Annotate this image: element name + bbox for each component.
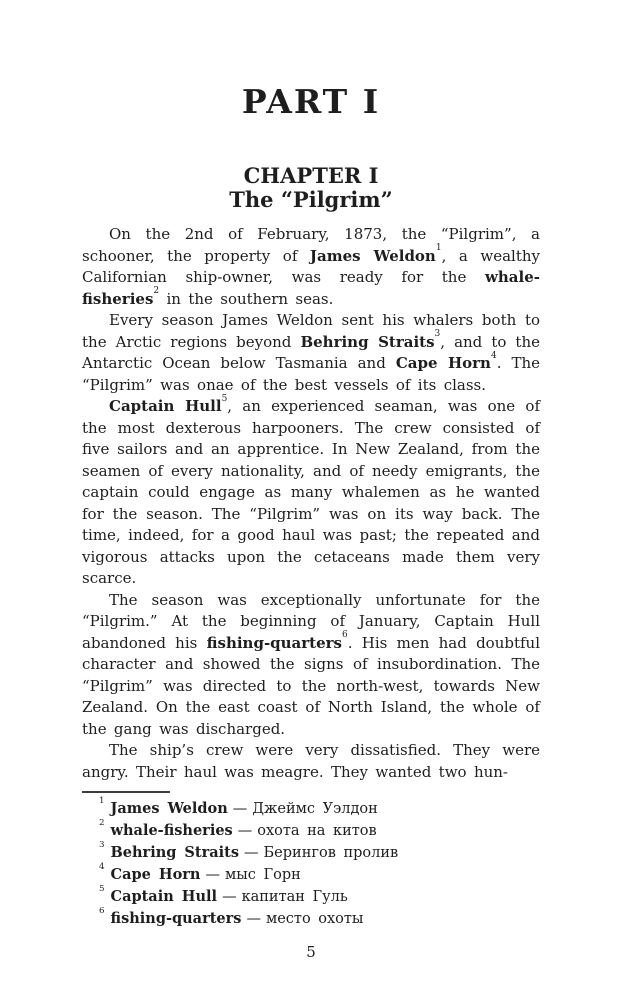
page-number: 5 [306,943,316,961]
footnote-item [82,864,540,886]
bold-term: whale-fisheries [82,268,540,308]
footnote-dash: — [222,889,237,905]
paragraph: The season was exceptionally unfortunate for the “Pilgrim.” At the beginning of January, Captain Hull abandoned his fishing-quarters$^6$. His men had doubtful character and showed the signs of insubordination. The “Pilgrim” was directed to the north-west, towards New Zealand. On the east coast of North Island, the whole of the gang was discharged. [82,590,540,738]
footnote-number: 6 [99,906,105,917]
bold-term: James Weldon [309,246,436,265]
bold-term: Cape Horn [395,354,491,372]
footnote-number: 1 [99,796,105,807]
chapter-heading [82,164,540,212]
footnote-term: fishing-quarters [110,910,242,927]
body-paragraphs [82,224,540,783]
footnote-dash: — [246,911,261,927]
chapter-title: CHAPTER I [243,163,379,188]
footnotes-list [82,798,540,930]
footnote-rule [82,791,170,793]
footnote-reference: 1 [435,243,442,254]
footnote-term: Cape Horn [110,866,201,883]
footnote-term: Behring Straits [110,844,240,861]
footnote-dash: — [232,801,248,817]
footnote-term: whale-fisheries [110,822,233,839]
footnote-number: 5 [99,884,105,895]
bold-term: fishing-quarters [206,633,343,652]
footnote-item [82,886,540,908]
footnote-translation: Джеймс Уэлдон [252,801,378,817]
footnote-dash: — [205,867,220,883]
text-column [82,0,540,961]
footnote-translation: мыс Горн [224,867,301,883]
footnote-dash: — [237,823,253,839]
footnote-item [82,820,540,842]
footnote-number: 3 [99,840,105,851]
footnote-reference: 2 [153,286,160,297]
footnote-translation: место охоты [265,911,364,927]
footnote-item [82,908,540,930]
footnote-reference: 4 [490,350,497,361]
bold-term: Behring Straits [300,332,435,351]
footnote-number: 2 [99,818,105,829]
footnote-translation: охота на китов [257,823,377,839]
footnote-item [82,798,540,820]
part-title: PART I [241,82,381,121]
paragraph: Every season James Weldon sent his whalers both to the Arctic regions beyond Behring Straits$^3$, and to the Antarctic Ocean below Tasmania and Cape Horn$^4$. The “Pilgrim” was onae of the best vessels of its class. [82,311,540,394]
paragraph: The ship’s crew were very dissatisfied. They were angry. Their haul was meagre. They wanted two hun- [82,741,540,781]
paragraph: On the 2nd of February, 1873, the “Pilgrim”, a schooner, the property of James Weldon$^1$, a wealthy Californian ship-owner, was ready for the whale-fisheries$^2$ in the southern seas. [82,225,540,308]
bold-term: Captain Hull [109,397,222,415]
footnote-reference: 6 [342,630,348,641]
footnote-translation: Берингов пролив [263,845,399,861]
footnote-number: 4 [99,862,105,873]
footnote-translation: капитан Гуль [241,889,348,905]
footnote-dash: — [244,845,259,861]
paragraph: Captain Hull$^5$, an experienced seaman, was one of the most dexterous harpooners. The crew consisted of five sailors and an apprentice. In New Zealand, from the seamen of every nationality, and of needy emigrants, the captain could engage as many whalemen as he wanted for the season. The “Pilgrim” was on its way back. The time, indeed, for a good haul was past; the repeated and vigorous attacks upon the cetaceans made them very scarce. [82,393,540,587]
footnote-reference: 5 [221,393,228,404]
chapter-subtitle: The “Pilgrim” [229,187,393,212]
footnote-item [82,842,540,864]
footnote-term: James Weldon [110,800,228,817]
footnote-reference: 3 [434,329,441,340]
footnote-term: Captain Hull [110,888,218,905]
